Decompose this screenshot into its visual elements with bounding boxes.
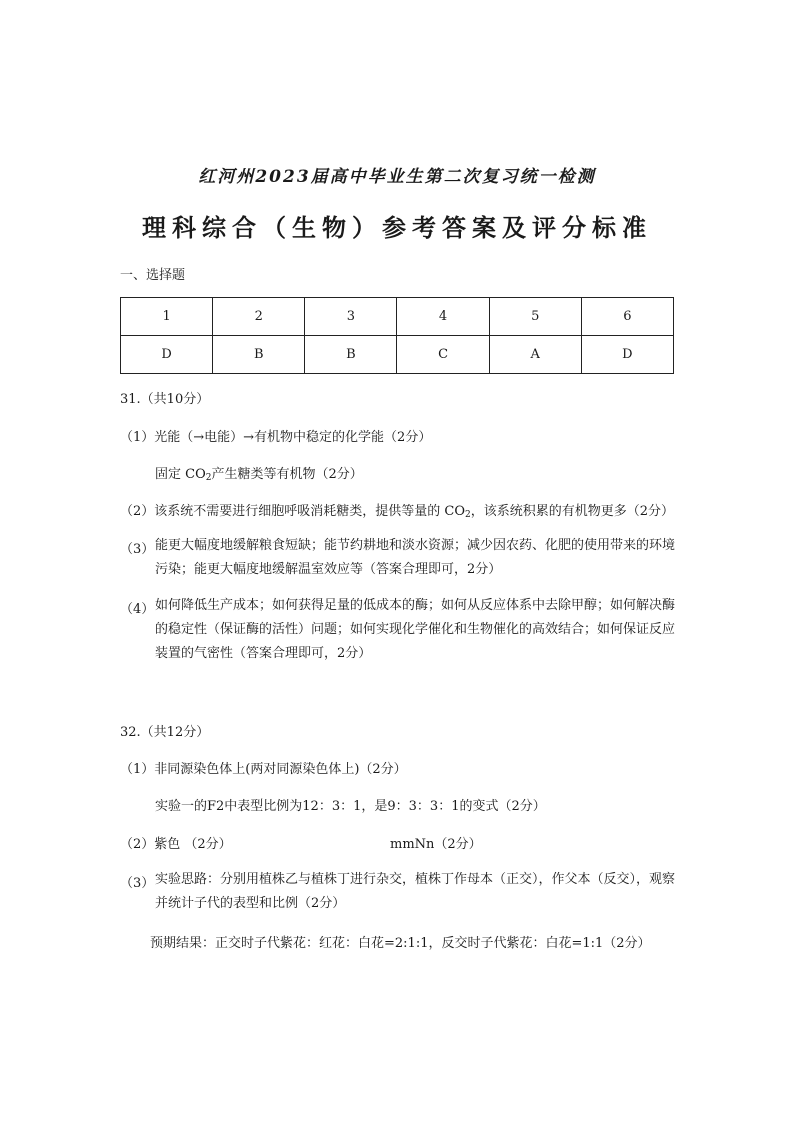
q31-part1-continued	[155, 463, 363, 483]
table-cell: 3	[305, 298, 397, 336]
text-segment: 产生糖类等有机物（2分）	[211, 467, 363, 482]
table-cell: 5	[489, 298, 581, 336]
q31-part3-label: （3）	[120, 542, 155, 557]
q32-part1: （1）非同源染色体上(两对同源染色体上)（2分）	[120, 762, 407, 777]
q31-heading: 31.（共10分）	[120, 392, 210, 407]
q32-part1-continued: 实验一的F2中表型比例为12：3：1，是9：3：3：1的变式（2分）	[155, 799, 546, 814]
table-row-answers	[121, 336, 674, 374]
table-cell: B	[305, 336, 397, 374]
table-cell: C	[397, 336, 489, 374]
subscript: 2	[465, 510, 471, 520]
text-segment: （2）该系统不需要进行细胞呼吸消耗糖类，提供等量的 CO	[120, 504, 466, 519]
table-cell: 1	[121, 298, 213, 336]
table-cell: D	[121, 336, 213, 374]
table-cell: B	[213, 336, 305, 374]
subscript: 2	[205, 473, 212, 483]
table-row-numbers	[121, 298, 674, 336]
q31-part4-label: （4）	[120, 602, 155, 617]
text-segment: ，该系统积累的有机物更多（2分）	[470, 504, 675, 519]
q31-part1: （1）光能（→电能）→有机物中稳定的化学能（2分）	[120, 430, 432, 445]
q31-part3: 能更大幅度地缓解粮食短缺；能节约耕地和淡水资源；减少因农药、化肥的使用带来的环境污染；能更大幅度地缓解温室效应等（答案合理即可，2分）	[155, 538, 676, 577]
table-cell: 4	[397, 298, 489, 336]
q32-heading: 32.（共12分）	[120, 725, 210, 740]
table-cell: D	[581, 336, 673, 374]
text-segment: 固定 CO	[155, 467, 206, 482]
page-title: 理科综合（生物）参考答案及评分标准	[142, 213, 652, 242]
table-cell: 6	[581, 298, 673, 336]
q32-part3: 实验思路：分别用植株乙与植株丁进行杂交，植株丁作母本（正交），作父本（反交），观察并统计子代的表型和比例（2分）	[155, 872, 676, 911]
table-cell: A	[489, 336, 581, 374]
exam-header: 红河州2023届高中毕业生第二次复习统一检测	[198, 167, 596, 187]
section-heading-choice: 一、选择题	[120, 268, 186, 283]
choice-answer-table	[120, 297, 674, 374]
q32-part2-answer: （2）紫色 （2分）	[120, 837, 232, 852]
q31-part2	[120, 500, 674, 520]
table-cell: 2	[213, 298, 305, 336]
q31-part4: 如何降低生产成本；如何获得足量的低成本的酶；如何从反应体系中去除甲醇；如何解决酶的稳定性（保证酶的活性）问题；如何实现化学催化和生物催化的高效结合；如何保证反应装置的气密性（答案合理即可，2分）	[155, 598, 676, 661]
q32-part3-expected: 预期结果：正交时子代紫花：红花：白花=2:1:1，反交时子代紫花：白花=1:1（2分）	[150, 936, 651, 951]
q32-part2-genotype: mmNn（2分）	[390, 837, 482, 852]
q32-part3-label: （3）	[120, 876, 155, 891]
